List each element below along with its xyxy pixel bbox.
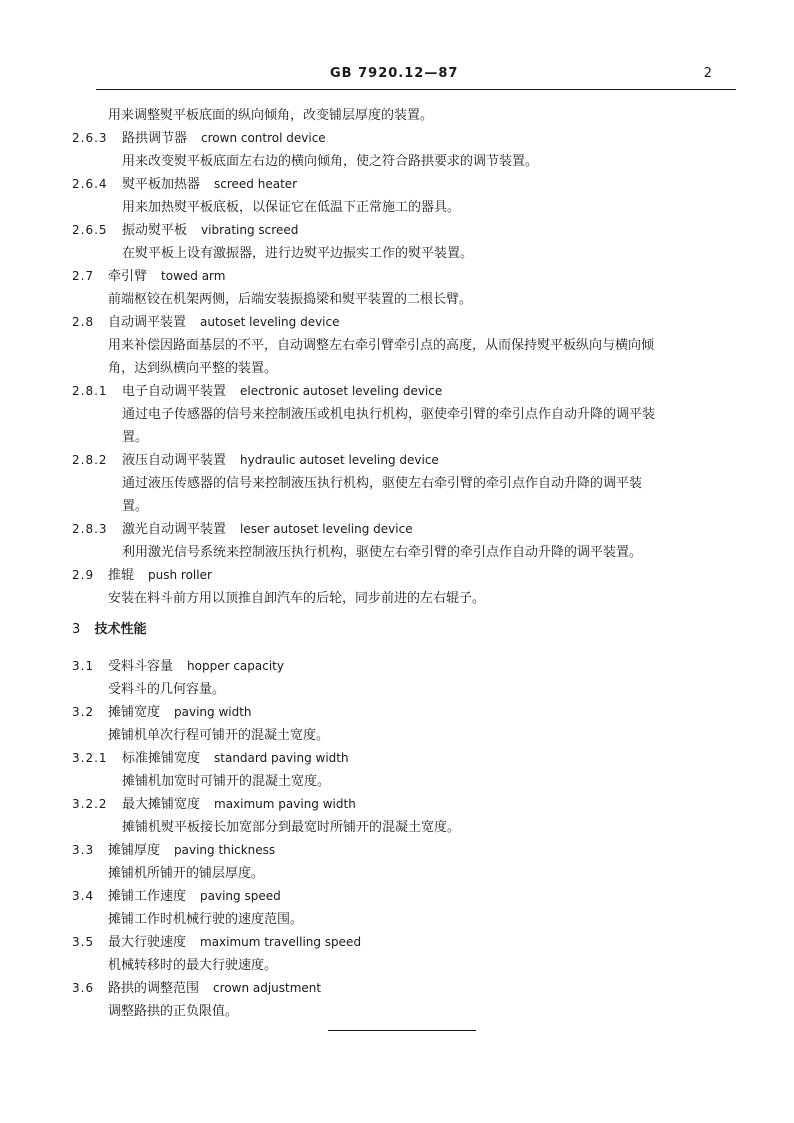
term-entry xyxy=(72,839,742,885)
term-english: autoset leveling device xyxy=(200,315,340,329)
term-entry xyxy=(72,265,742,311)
term-english: electronic autoset leveling device xyxy=(240,384,443,398)
term-line xyxy=(72,380,742,403)
term-line xyxy=(72,839,742,862)
term-line xyxy=(72,931,742,954)
section-title: 技术性能 xyxy=(94,622,147,637)
term-entry xyxy=(72,977,742,1023)
term-chinese: 路拱调节器 xyxy=(122,131,188,146)
term-entry xyxy=(72,380,742,449)
term-number: 3.6 xyxy=(72,981,95,995)
section-heading xyxy=(72,618,742,641)
term-number: 2.7 xyxy=(72,269,95,283)
term-chinese: 最大摊铺宽度 xyxy=(122,797,201,812)
page-header xyxy=(72,66,712,84)
document-body xyxy=(72,104,742,1023)
definition-text: 用来补偿因路面基层的不平，自动调整左右牵引臂牵引点的高度，从而保持熨平板纵向与横向倾 xyxy=(108,338,655,353)
term-entry xyxy=(72,701,742,747)
term-number: 3.1 xyxy=(72,659,95,673)
term-chinese: 标准摊铺宽度 xyxy=(122,751,201,766)
term-chinese: 路拱的调整范围 xyxy=(108,981,200,996)
term-english: hopper capacity xyxy=(187,659,284,673)
term-number: 2.8.3 xyxy=(72,522,108,536)
term-line xyxy=(72,977,742,1000)
term-list-section-3 xyxy=(72,655,742,1023)
term-number: 3.2.2 xyxy=(72,797,108,811)
term-number: 2.9 xyxy=(72,568,95,582)
term-chinese: 熨平板加热器 xyxy=(122,177,201,192)
term-english: vibrating screed xyxy=(201,223,299,237)
term-english: paving speed xyxy=(200,889,281,903)
term-chinese: 牵引臂 xyxy=(108,269,148,284)
term-entry xyxy=(72,793,742,839)
definition-text: 机械转移时的最大行驶速度。 xyxy=(108,958,278,973)
term-entry xyxy=(72,311,742,380)
document-number: GB 7920.12—87 xyxy=(330,66,459,81)
term-chinese: 振动熨平板 xyxy=(122,223,188,238)
term-number: 3.5 xyxy=(72,935,95,949)
term-chinese: 液压自动调平装置 xyxy=(122,453,227,468)
term-english: crown adjustment xyxy=(213,981,322,995)
header-rule xyxy=(96,89,736,90)
term-line xyxy=(72,219,742,242)
term-line xyxy=(72,173,742,196)
term-number: 2.6.4 xyxy=(72,177,108,191)
page-number: 2 xyxy=(703,66,712,81)
definition-text: 摊铺机单次行程可铺开的混凝土宽度。 xyxy=(108,728,330,743)
term-entry xyxy=(72,564,742,610)
definition-text: 用来调整熨平板底面的纵向倾角，改变铺层厚度的装置。 xyxy=(108,108,434,123)
term-english: towed arm xyxy=(161,269,226,283)
term-chinese: 自动调平装置 xyxy=(108,315,187,330)
term-line xyxy=(72,265,742,288)
definition-text: 用来改变熨平板底面左右边的横向倾角，使之符合路拱要求的调节装置。 xyxy=(122,154,539,169)
definition-text: 受料斗的几何容量。 xyxy=(108,682,226,697)
term-english: maximum travelling speed xyxy=(200,935,362,949)
term-line xyxy=(72,793,742,816)
term-number: 2.8 xyxy=(72,315,95,329)
term-chinese: 摊铺厚度 xyxy=(108,843,161,858)
term-entry xyxy=(72,219,742,265)
term-line xyxy=(72,449,742,472)
term-entry xyxy=(72,127,742,173)
definition-text: 角，达到纵横向平整的装置。 xyxy=(108,361,278,376)
section-number: 3 xyxy=(72,622,81,637)
term-list-section-2 xyxy=(72,127,742,610)
end-rule xyxy=(328,1030,476,1031)
term-english: leser autoset leveling device xyxy=(240,522,413,536)
term-english: push roller xyxy=(148,568,212,582)
term-number: 2.6.3 xyxy=(72,131,108,145)
term-line xyxy=(72,518,742,541)
definition-text: 摊铺机熨平板接长加宽部分到最宽时所铺开的混凝土宽度。 xyxy=(122,820,461,835)
term-entry xyxy=(72,885,742,931)
definition-text: 在熨平板上设有激振器，进行边熨平边振实工作的熨平装置。 xyxy=(122,246,474,261)
term-english: paving width xyxy=(174,705,252,719)
term-english: standard paving width xyxy=(214,751,349,765)
term-chinese: 摊铺工作速度 xyxy=(108,889,187,904)
term-english: maximum paving width xyxy=(214,797,356,811)
definition-text: 置。 xyxy=(122,430,149,445)
definition-text: 利用激光信号系统来控制液压执行机构，驱使左右牵引臂的牵引点作自动升降的调平装置。 xyxy=(122,545,643,560)
term-line xyxy=(72,127,742,150)
definition-text: 用来加热熨平板底板，以保证它在低温下正常施工的器具。 xyxy=(122,200,461,215)
term-entry xyxy=(72,173,742,219)
term-number: 2.8.2 xyxy=(72,453,108,467)
term-english: screed heater xyxy=(214,177,298,191)
term-number: 3.3 xyxy=(72,843,95,857)
definition-text: 摊铺机所铺开的铺层厚度。 xyxy=(108,866,265,881)
term-number: 3.2.1 xyxy=(72,751,108,765)
term-chinese: 推辊 xyxy=(108,568,135,583)
term-line xyxy=(72,701,742,724)
definition-text: 通过液压传感器的信号来控制液压执行机构，驱使左右牵引臂的牵引点作自动升降的调平装 xyxy=(122,476,643,491)
term-number: 3.2 xyxy=(72,705,95,719)
term-english: crown control device xyxy=(201,131,326,145)
term-chinese: 最大行驶速度 xyxy=(108,935,187,950)
term-chinese: 受料斗容量 xyxy=(108,659,174,674)
definition-text: 摊铺工作时机械行驶的速度范围。 xyxy=(108,912,304,927)
term-entry xyxy=(72,931,742,977)
term-number: 2.8.1 xyxy=(72,384,108,398)
term-chinese: 摊铺宽度 xyxy=(108,705,161,720)
term-chinese: 激光自动调平装置 xyxy=(122,522,227,537)
term-entry xyxy=(72,747,742,793)
term-entry xyxy=(72,518,742,564)
term-chinese: 电子自动调平装置 xyxy=(122,384,227,399)
term-line xyxy=(72,655,742,678)
term-number: 3.4 xyxy=(72,889,95,903)
term-number: 2.6.5 xyxy=(72,223,108,237)
definition-text: 通过电子传感器的信号来控制液压或机电执行机构，驱使牵引臂的牵引点作自动升降的调平装 xyxy=(122,407,656,422)
term-entry xyxy=(72,655,742,701)
definition-text: 调整路拱的正负限值。 xyxy=(108,1004,239,1019)
definition-text: 置。 xyxy=(122,499,149,514)
term-line xyxy=(72,747,742,770)
term-line xyxy=(72,564,742,587)
term-english: paving thickness xyxy=(174,843,276,857)
term-line xyxy=(72,885,742,908)
definition-text: 摊铺机加宽时可铺开的混凝土宽度。 xyxy=(122,774,331,789)
definition-text: 前端枢铰在机架两侧，后端安装振捣梁和熨平装置的二根长臂。 xyxy=(108,292,473,307)
term-english: hydraulic autoset leveling device xyxy=(240,453,439,467)
term-entry xyxy=(72,449,742,518)
term-line xyxy=(72,311,742,334)
definition-text: 安装在料斗前方用以顶推自卸汽车的后轮，同步前进的左右辊子。 xyxy=(108,591,486,606)
